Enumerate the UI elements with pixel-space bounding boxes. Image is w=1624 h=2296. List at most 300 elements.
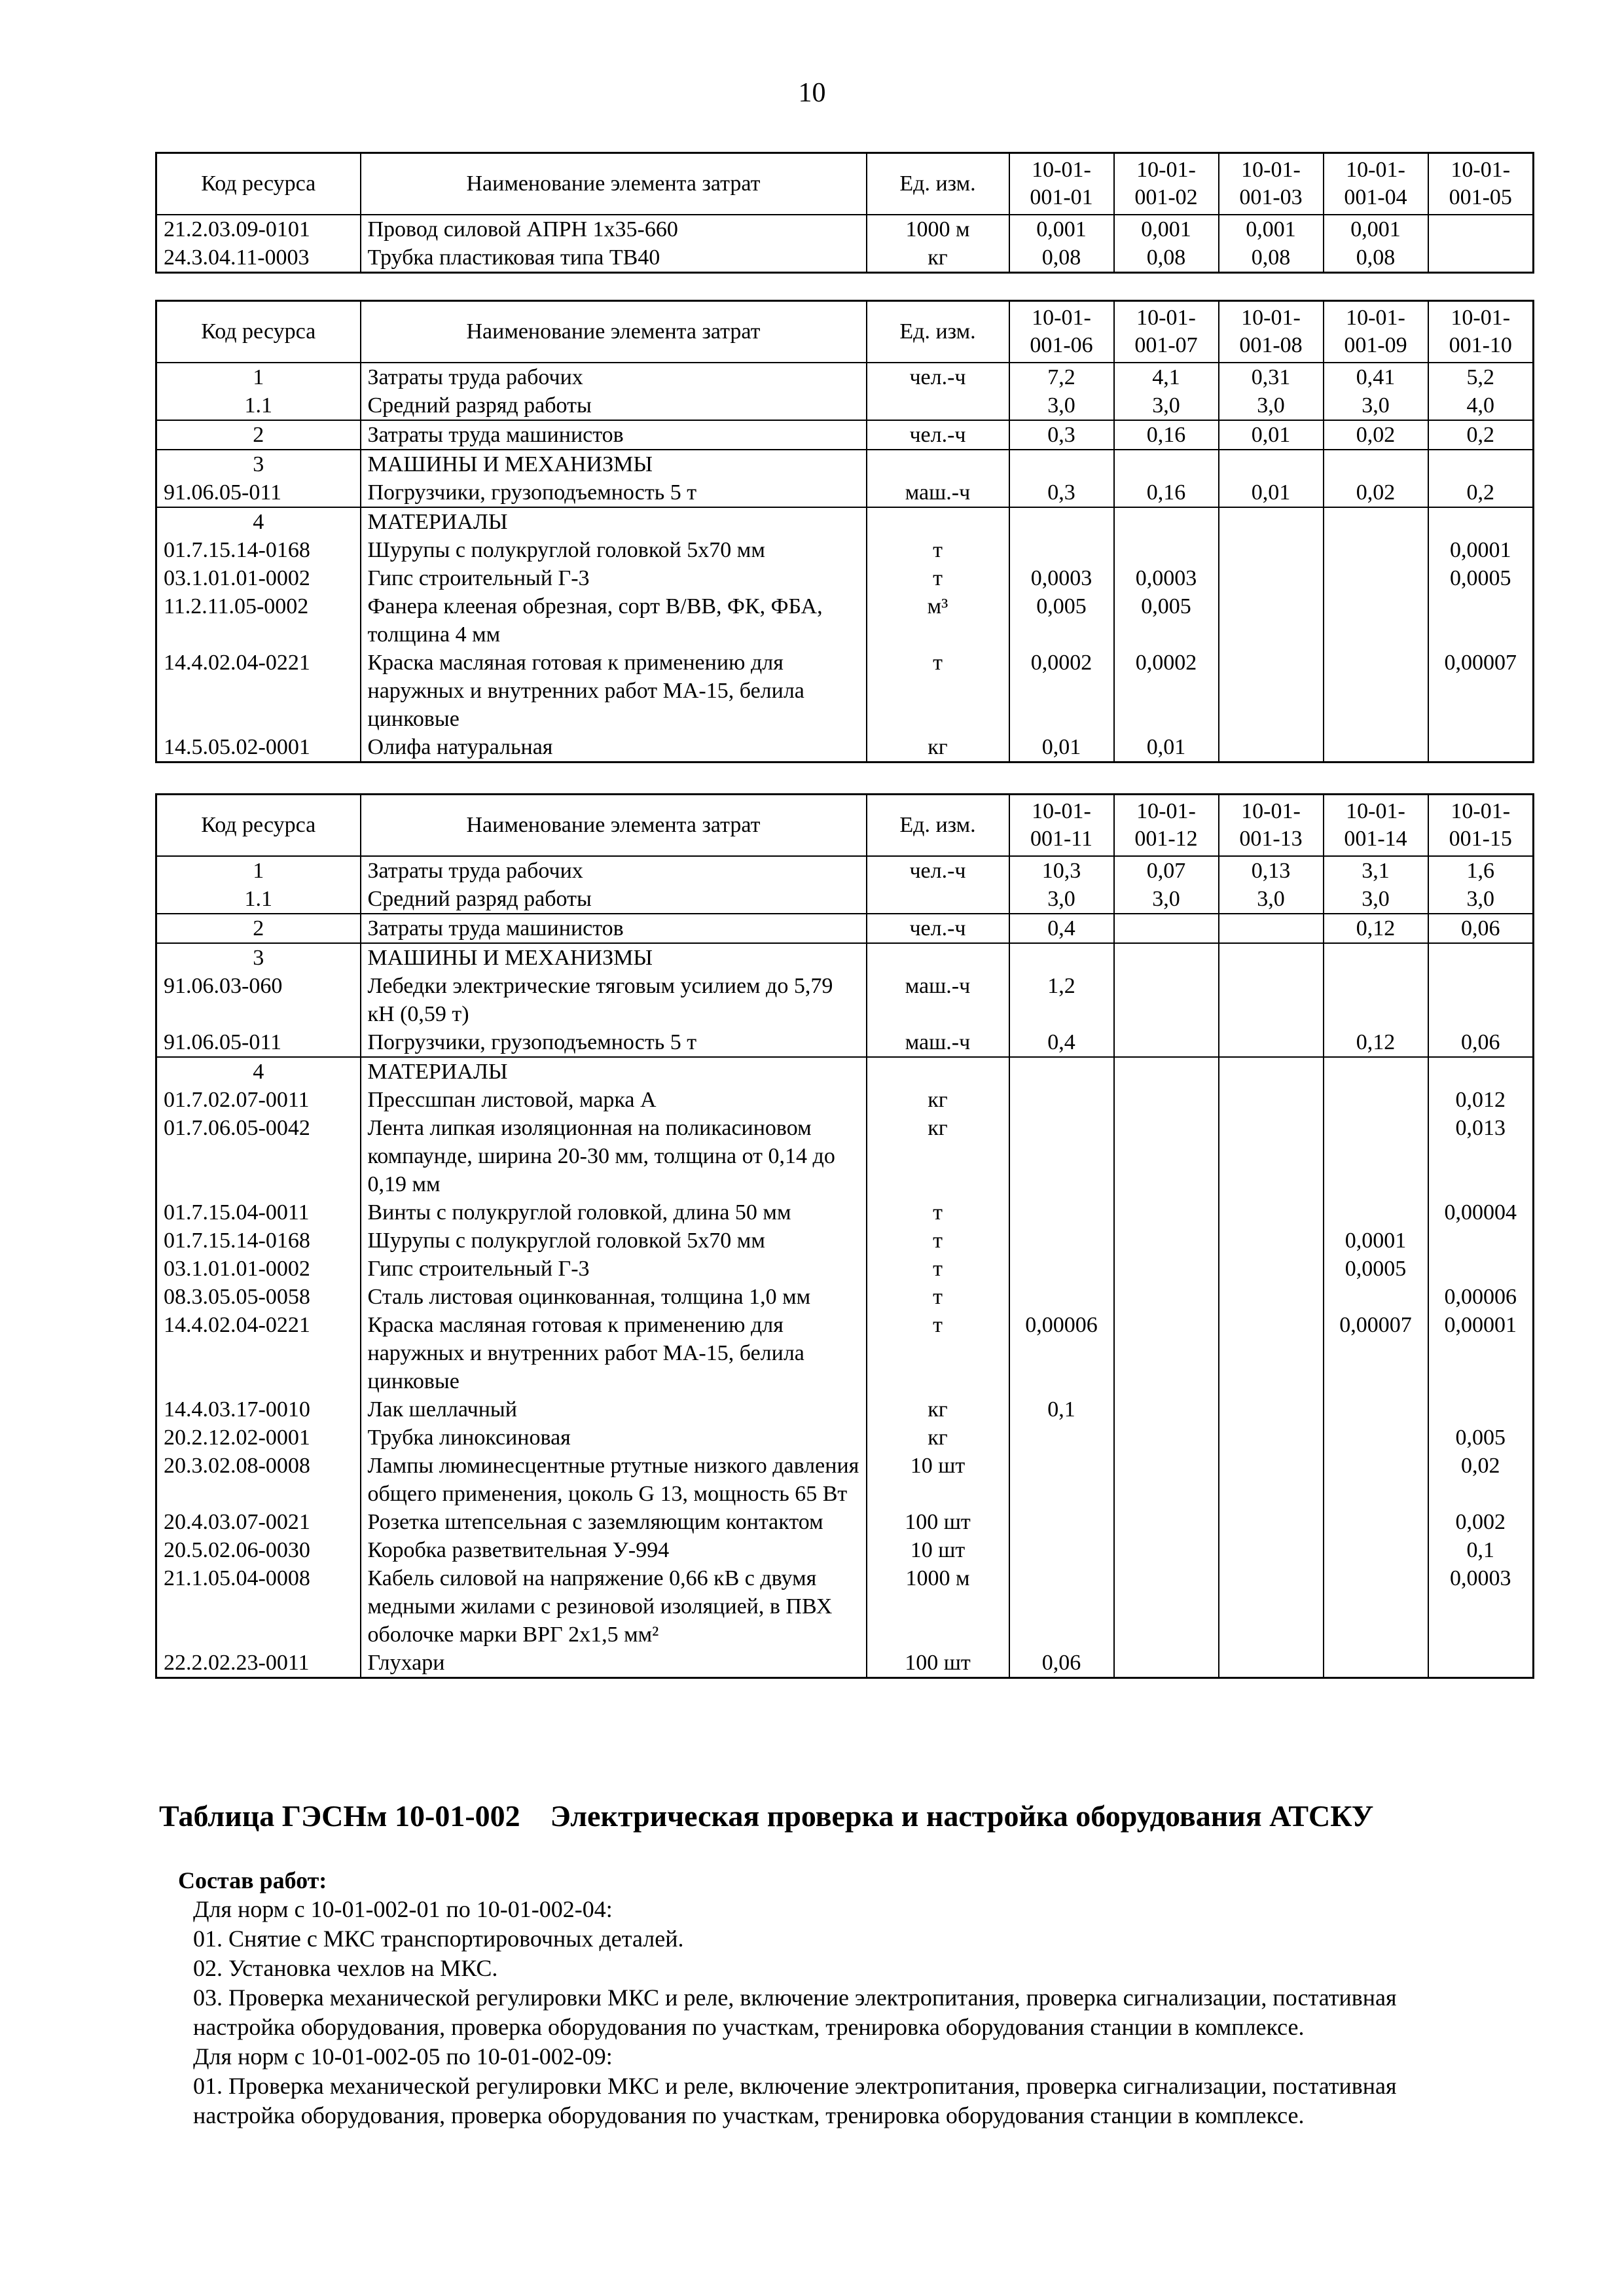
resource-unit: кг bbox=[867, 1424, 1009, 1452]
resource-unit: т bbox=[867, 1283, 1009, 1311]
norm-value bbox=[1009, 1564, 1114, 1649]
norm-value: 3,0 bbox=[1114, 885, 1219, 914]
section-title-text: Электрическая проверка и настройка оборудования АТСКУ bbox=[550, 1799, 1374, 1833]
resource-code: 01.7.06.05-0042 bbox=[156, 1114, 361, 1198]
resource-unit: кг bbox=[867, 733, 1009, 762]
norm-value bbox=[1324, 1508, 1428, 1536]
norm-value bbox=[1324, 1452, 1428, 1508]
norm-value: 4,0 bbox=[1428, 391, 1534, 420]
norm-code-part: 001-04 bbox=[1344, 185, 1407, 209]
table-row bbox=[156, 733, 1534, 762]
resource-code: 1 bbox=[156, 363, 361, 391]
resource-code: 14.4.02.04-0221 bbox=[156, 649, 361, 733]
resource-name: Краска масляная готовая к применению для наружных и внутренних работ МА-15, белила цинковые bbox=[361, 649, 867, 733]
norm-value bbox=[1114, 1255, 1219, 1283]
resource-code: 21.1.05.04-0008 bbox=[156, 1564, 361, 1649]
header-norm-code bbox=[1428, 153, 1534, 215]
resource-name: Затраты труда машинистов bbox=[361, 914, 867, 943]
resource-code: 2 bbox=[156, 914, 361, 943]
resource-unit: 1000 м bbox=[867, 215, 1009, 243]
header-name: Наименование элемента затрат bbox=[361, 153, 867, 215]
resource-name: Шурупы с полукруглой головкой 5х70 мм bbox=[361, 1227, 867, 1255]
resource-name: Провод силовой АПРН 1х35-660 bbox=[361, 215, 867, 243]
norm-value: 3,1 bbox=[1324, 856, 1428, 885]
norm-value bbox=[1114, 1198, 1219, 1227]
resource-unit: т bbox=[867, 1227, 1009, 1255]
norm-value bbox=[1219, 1564, 1324, 1649]
norm-code-part: 001-10 bbox=[1449, 333, 1512, 357]
norm-value bbox=[1009, 1227, 1114, 1255]
norm-code-part: 10-01- bbox=[1346, 799, 1405, 823]
norm-value bbox=[1009, 1283, 1114, 1311]
table-row bbox=[156, 215, 1534, 243]
table-row bbox=[156, 885, 1534, 914]
norm-value bbox=[1114, 1649, 1219, 1678]
table-row bbox=[156, 1198, 1534, 1227]
norm-value bbox=[1219, 1649, 1324, 1678]
page-number: 10 bbox=[798, 78, 826, 108]
resource-name: Лента липкая изоляционная на поликасиновом компаунде, ширина 20-30 мм, толщина от 0,14 до 0,19 мм bbox=[361, 1114, 867, 1198]
norm-code-part: 001-07 bbox=[1134, 333, 1198, 357]
norm-value bbox=[1324, 592, 1428, 649]
resource-unit bbox=[867, 885, 1009, 914]
norm-value: 0,08 bbox=[1324, 243, 1428, 273]
resource-name: МАТЕРИАЛЫ bbox=[361, 1057, 867, 1086]
resource-unit: т bbox=[867, 1255, 1009, 1283]
header-norm-code bbox=[1219, 153, 1324, 215]
norm-value bbox=[1324, 564, 1428, 592]
norm-value bbox=[1219, 649, 1324, 733]
norm-value: 1,2 bbox=[1009, 972, 1114, 1028]
norm-value bbox=[1219, 1452, 1324, 1508]
resource-name: Глухари bbox=[361, 1649, 867, 1678]
resource-unit: 100 шт bbox=[867, 1508, 1009, 1536]
table-row bbox=[156, 1424, 1534, 1452]
norm-value: 0,005 bbox=[1114, 592, 1219, 649]
norm-value: 3,0 bbox=[1428, 885, 1534, 914]
norm-value: 5,2 bbox=[1428, 363, 1534, 391]
resource-unit: кг bbox=[867, 243, 1009, 273]
norm-value bbox=[1114, 1395, 1219, 1424]
norm-value bbox=[1219, 507, 1324, 536]
norm-value: 0,1 bbox=[1428, 1536, 1534, 1564]
norm-value: 0,3 bbox=[1009, 420, 1114, 450]
norm-value: 0,00001 bbox=[1428, 1311, 1534, 1395]
resource-unit: маш.-ч bbox=[867, 972, 1009, 1028]
resource-name: МАШИНЫ И МЕХАНИЗМЫ bbox=[361, 943, 867, 972]
norm-code-part: 10-01- bbox=[1241, 799, 1301, 823]
norm-value: 0,0005 bbox=[1324, 1255, 1428, 1283]
norm-value bbox=[1324, 1564, 1428, 1649]
norm-value bbox=[1114, 507, 1219, 536]
norm-value bbox=[1324, 536, 1428, 564]
resource-name: Шурупы с полукруглой головкой 5х70 мм bbox=[361, 536, 867, 564]
resource-unit: чел.-ч bbox=[867, 914, 1009, 943]
norm-value bbox=[1009, 1255, 1114, 1283]
norm-value bbox=[1428, 943, 1534, 972]
norm-value bbox=[1428, 507, 1534, 536]
norm-value bbox=[1114, 1114, 1219, 1198]
norm-value: 3,0 bbox=[1219, 885, 1324, 914]
norm-value: 0,01 bbox=[1219, 478, 1324, 507]
resource-name: Затраты труда рабочих bbox=[361, 363, 867, 391]
header-norm-code bbox=[1114, 795, 1219, 857]
resource-code: 11.2.11.05-0002 bbox=[156, 592, 361, 649]
norm-code-part: 10-01- bbox=[1346, 158, 1405, 182]
norm-value: 0,02 bbox=[1324, 478, 1428, 507]
norm-value bbox=[1428, 1395, 1534, 1424]
table-row bbox=[156, 592, 1534, 649]
norm-value bbox=[1009, 1057, 1114, 1086]
norm-code-part: 001-03 bbox=[1239, 185, 1303, 209]
norm-value bbox=[1324, 450, 1428, 478]
norm-value bbox=[1219, 1508, 1324, 1536]
norm-value bbox=[1114, 1311, 1219, 1395]
resource-code: 1 bbox=[156, 856, 361, 885]
table-row bbox=[156, 1114, 1534, 1198]
norm-value bbox=[1219, 733, 1324, 762]
table-row bbox=[156, 478, 1534, 507]
norm-value bbox=[1324, 1283, 1428, 1311]
norm-value: 0,1 bbox=[1009, 1395, 1114, 1424]
resource-code: 14.4.02.04-0221 bbox=[156, 1311, 361, 1395]
resource-code: 3 bbox=[156, 450, 361, 478]
header-name: Наименование элемента затрат bbox=[361, 795, 867, 857]
norm-value bbox=[1428, 972, 1534, 1028]
header-code: Код ресурса bbox=[156, 301, 361, 363]
norm-value: 7,2 bbox=[1009, 363, 1114, 391]
norm-value bbox=[1219, 536, 1324, 564]
norm-value bbox=[1114, 972, 1219, 1028]
resource-unit: 1000 м bbox=[867, 1564, 1009, 1649]
resource-unit: чел.-ч bbox=[867, 856, 1009, 885]
resource-unit bbox=[867, 450, 1009, 478]
norm-value: 0,01 bbox=[1009, 733, 1114, 762]
table-row bbox=[156, 1028, 1534, 1057]
norm-value: 0,00007 bbox=[1324, 1311, 1428, 1395]
table-row bbox=[156, 1283, 1534, 1311]
norm-value: 0,08 bbox=[1009, 243, 1114, 273]
table-row bbox=[156, 1536, 1534, 1564]
resource-name: Розетка штепсельная с заземляющим контактом bbox=[361, 1508, 867, 1536]
norm-value: 0,08 bbox=[1114, 243, 1219, 273]
resource-name: Лебедки электрические тяговым усилием до 5,79 кН (0,59 т) bbox=[361, 972, 867, 1028]
norm-value: 0,0003 bbox=[1009, 564, 1114, 592]
table-row bbox=[156, 649, 1534, 733]
composition-line: 01. Снятие с МКС транспортировочных деталей. bbox=[193, 1926, 684, 1952]
resource-unit: м³ bbox=[867, 592, 1009, 649]
norm-value: 0,0002 bbox=[1114, 649, 1219, 733]
norm-value: 0,002 bbox=[1428, 1508, 1534, 1536]
resource-code: 3 bbox=[156, 943, 361, 972]
header-norm-code bbox=[1114, 153, 1219, 215]
resource-code: 91.06.03-060 bbox=[156, 972, 361, 1028]
header-norm-code bbox=[1114, 301, 1219, 363]
norm-code-part: 10-01- bbox=[1241, 306, 1301, 330]
norm-value bbox=[1324, 1114, 1428, 1198]
norm-value: 0,31 bbox=[1219, 363, 1324, 391]
resource-table-3 bbox=[155, 793, 1534, 1679]
norm-value: 0,005 bbox=[1009, 592, 1114, 649]
table-row bbox=[156, 391, 1534, 420]
norm-value bbox=[1428, 733, 1534, 762]
header-unit: Ед. изм. bbox=[867, 301, 1009, 363]
resource-code: 03.1.01.01-0002 bbox=[156, 1255, 361, 1283]
norm-value: 0,0001 bbox=[1324, 1227, 1428, 1255]
norm-value bbox=[1114, 1536, 1219, 1564]
norm-value bbox=[1114, 1508, 1219, 1536]
composition-line: Для норм с 10-01-002-01 по 10-01-002-04: bbox=[193, 1896, 613, 1922]
resource-code: 01.7.15.14-0168 bbox=[156, 536, 361, 564]
norm-value: 0,13 bbox=[1219, 856, 1324, 885]
resource-unit: маш.-ч bbox=[867, 478, 1009, 507]
norm-value bbox=[1114, 1283, 1219, 1311]
header-norm-code bbox=[1009, 301, 1114, 363]
norm-value: 3,0 bbox=[1009, 391, 1114, 420]
resource-code: 1.1 bbox=[156, 391, 361, 420]
table-row bbox=[156, 1649, 1534, 1678]
norm-code-part: 001-08 bbox=[1239, 333, 1303, 357]
table-row bbox=[156, 1311, 1534, 1395]
header-unit: Ед. изм. bbox=[867, 795, 1009, 857]
norm-value: 0,12 bbox=[1324, 1028, 1428, 1057]
norm-value bbox=[1428, 1255, 1534, 1283]
norm-value bbox=[1219, 1536, 1324, 1564]
header-norm-code bbox=[1009, 795, 1114, 857]
resource-code: 20.2.12.02-0001 bbox=[156, 1424, 361, 1452]
norm-value: 3,0 bbox=[1324, 885, 1428, 914]
norm-code-part: 10-01- bbox=[1136, 158, 1196, 182]
norm-value: 0,00007 bbox=[1428, 649, 1534, 733]
norm-value: 0,012 bbox=[1428, 1086, 1534, 1114]
norm-value: 4,1 bbox=[1114, 363, 1219, 391]
header-code: Код ресурса bbox=[156, 153, 361, 215]
norm-value bbox=[1219, 1255, 1324, 1283]
resource-unit bbox=[867, 1057, 1009, 1086]
header-norm-code bbox=[1324, 795, 1428, 857]
table-row bbox=[156, 363, 1534, 391]
norm-value bbox=[1114, 1028, 1219, 1057]
norm-value bbox=[1428, 450, 1534, 478]
norm-code-part: 001-12 bbox=[1134, 827, 1198, 851]
resource-name: Лак шеллачный bbox=[361, 1395, 867, 1424]
header-norm-code bbox=[1219, 795, 1324, 857]
composition-text bbox=[193, 1895, 1502, 2130]
norm-value bbox=[1009, 1536, 1114, 1564]
resource-name: Трубка линоксиновая bbox=[361, 1424, 867, 1452]
norm-code-part: 10-01- bbox=[1451, 799, 1511, 823]
header-norm-code bbox=[1428, 795, 1534, 857]
resource-unit: т bbox=[867, 564, 1009, 592]
resource-name: Винты с полукруглой головкой, длина 50 мм bbox=[361, 1198, 867, 1227]
norm-value bbox=[1219, 1086, 1324, 1114]
norm-value bbox=[1324, 1395, 1428, 1424]
resource-unit: т bbox=[867, 536, 1009, 564]
norm-value bbox=[1219, 1283, 1324, 1311]
norm-value: 0,16 bbox=[1114, 420, 1219, 450]
resource-name: Фанера клееная обрезная, сорт В/ВВ, ФК, ФБА, толщина 4 мм bbox=[361, 592, 867, 649]
norm-value: 0,02 bbox=[1324, 420, 1428, 450]
composition-line: 02. Установка чехлов на МКС. bbox=[193, 1955, 498, 1981]
norm-value: 0,013 bbox=[1428, 1114, 1534, 1198]
resource-unit: кг bbox=[867, 1114, 1009, 1198]
table-row bbox=[156, 507, 1534, 536]
norm-value bbox=[1219, 1311, 1324, 1395]
composition-line: 03. Проверка механической регулировки МКС и реле, включение электропитания, проверка сигнализации, постативная настройка оборудования, проверка оборудования по участкам, тренировка оборудования станции в комплексе. bbox=[193, 1984, 1397, 2040]
resource-code: 91.06.05-011 bbox=[156, 478, 361, 507]
norm-value bbox=[1428, 1649, 1534, 1678]
resource-code: 21.2.03.09-0101 bbox=[156, 215, 361, 243]
resource-code: 08.3.05.05-0058 bbox=[156, 1283, 361, 1311]
norm-code-part: 001-01 bbox=[1030, 185, 1093, 209]
norm-value bbox=[1114, 943, 1219, 972]
resource-code: 14.4.03.17-0010 bbox=[156, 1395, 361, 1424]
resource-name: Коробка разветвительная У-994 bbox=[361, 1536, 867, 1564]
norm-value: 0,00006 bbox=[1009, 1311, 1114, 1395]
header-unit: Ед. изм. bbox=[867, 153, 1009, 215]
norm-value bbox=[1428, 1227, 1534, 1255]
norm-value: 0,0003 bbox=[1114, 564, 1219, 592]
resource-code: 24.3.04.11-0003 bbox=[156, 243, 361, 273]
norm-value bbox=[1324, 507, 1428, 536]
section-title-code: Таблица ГЭСНм 10-01-002 bbox=[159, 1799, 520, 1833]
header-code: Код ресурса bbox=[156, 795, 361, 857]
norm-code-part: 001-05 bbox=[1449, 185, 1512, 209]
norm-value: 3,0 bbox=[1324, 391, 1428, 420]
norm-value: 0,001 bbox=[1009, 215, 1114, 243]
norm-code-part: 001-13 bbox=[1239, 827, 1303, 851]
resource-name: Погрузчики, грузоподъемность 5 т bbox=[361, 1028, 867, 1057]
norm-code-part: 001-06 bbox=[1030, 333, 1093, 357]
norm-value: 0,001 bbox=[1114, 215, 1219, 243]
resource-unit bbox=[867, 507, 1009, 536]
norm-code-part: 10-01- bbox=[1136, 306, 1196, 330]
resource-name: Олифа натуральная bbox=[361, 733, 867, 762]
resource-unit: кг bbox=[867, 1395, 1009, 1424]
resource-name: Затраты труда машинистов bbox=[361, 420, 867, 450]
norm-code-part: 001-09 bbox=[1344, 333, 1407, 357]
norm-value: 0,06 bbox=[1428, 1028, 1534, 1057]
resource-name: МАШИНЫ И МЕХАНИЗМЫ bbox=[361, 450, 867, 478]
norm-value: 0,06 bbox=[1428, 914, 1534, 943]
norm-value bbox=[1428, 243, 1534, 273]
norm-value bbox=[1324, 1649, 1428, 1678]
norm-value bbox=[1219, 914, 1324, 943]
norm-value bbox=[1114, 1086, 1219, 1114]
norm-code-part: 001-15 bbox=[1449, 827, 1512, 851]
resource-unit: т bbox=[867, 649, 1009, 733]
resource-unit: кг bbox=[867, 1086, 1009, 1114]
norm-code-part: 10-01- bbox=[1241, 158, 1301, 182]
norm-code-part: 10-01- bbox=[1032, 306, 1091, 330]
header-norm-code bbox=[1219, 301, 1324, 363]
resource-name: Гипс строительный Г-3 bbox=[361, 564, 867, 592]
resource-table-2 bbox=[155, 300, 1534, 763]
resource-unit: 10 шт bbox=[867, 1536, 1009, 1564]
table-header-row bbox=[156, 301, 1534, 363]
norm-value bbox=[1428, 215, 1534, 243]
norm-value bbox=[1009, 1086, 1114, 1114]
norm-value bbox=[1219, 564, 1324, 592]
norm-code-part: 001-11 bbox=[1030, 827, 1093, 851]
norm-value bbox=[1114, 450, 1219, 478]
norm-value bbox=[1219, 943, 1324, 972]
norm-value: 0,06 bbox=[1009, 1649, 1114, 1678]
norm-value bbox=[1009, 507, 1114, 536]
resource-name: Краска масляная готовая к применению для наружных и внутренних работ МА-15, белила цинковые bbox=[361, 1311, 867, 1395]
norm-value bbox=[1114, 1452, 1219, 1508]
norm-value bbox=[1219, 972, 1324, 1028]
resource-code: 03.1.01.01-0002 bbox=[156, 564, 361, 592]
norm-value: 0,02 bbox=[1428, 1452, 1534, 1508]
norm-value bbox=[1324, 1198, 1428, 1227]
table-row bbox=[156, 1508, 1534, 1536]
norm-value bbox=[1219, 1057, 1324, 1086]
table-row bbox=[156, 420, 1534, 450]
norm-value: 10,3 bbox=[1009, 856, 1114, 885]
table-row bbox=[156, 1255, 1534, 1283]
norm-code-part: 10-01- bbox=[1032, 158, 1091, 182]
table-row bbox=[156, 972, 1534, 1028]
table-row bbox=[156, 243, 1534, 273]
resource-name: Кабель силовой на напряжение 0,66 кВ с двумя медными жилами с резиновой изоляцией, в ПВХ оболочке марки ВРГ 2х1,5 мм² bbox=[361, 1564, 867, 1649]
table-row bbox=[156, 1564, 1534, 1649]
norm-value bbox=[1219, 1028, 1324, 1057]
norm-value: 0,4 bbox=[1009, 1028, 1114, 1057]
norm-value: 0,0002 bbox=[1009, 649, 1114, 733]
norm-value bbox=[1324, 972, 1428, 1028]
header-norm-code bbox=[1009, 153, 1114, 215]
table-row bbox=[156, 856, 1534, 885]
norm-code-part: 10-01- bbox=[1451, 158, 1511, 182]
norm-value bbox=[1114, 536, 1219, 564]
norm-value bbox=[1009, 943, 1114, 972]
table-row bbox=[156, 450, 1534, 478]
norm-value: 0,4 bbox=[1009, 914, 1114, 943]
norm-value: 0,00004 bbox=[1428, 1198, 1534, 1227]
table-row bbox=[156, 1227, 1534, 1255]
resource-name: Средний разряд работы bbox=[361, 885, 867, 914]
resource-unit bbox=[867, 391, 1009, 420]
norm-value bbox=[1324, 1086, 1428, 1114]
resource-code: 20.4.03.07-0021 bbox=[156, 1508, 361, 1536]
norm-value: 0,001 bbox=[1219, 215, 1324, 243]
resource-name: Затраты труда рабочих bbox=[361, 856, 867, 885]
resource-code: 20.3.02.08-0008 bbox=[156, 1452, 361, 1508]
table-row bbox=[156, 1452, 1534, 1508]
norm-value: 0,41 bbox=[1324, 363, 1428, 391]
resource-unit: маш.-ч bbox=[867, 1028, 1009, 1057]
resource-code: 20.5.02.06-0030 bbox=[156, 1536, 361, 1564]
resource-code: 14.5.05.02-0001 bbox=[156, 733, 361, 762]
norm-value bbox=[1324, 649, 1428, 733]
norm-value bbox=[1009, 1198, 1114, 1227]
norm-value: 0,0001 bbox=[1428, 536, 1534, 564]
norm-value: 3,0 bbox=[1009, 885, 1114, 914]
resource-unit bbox=[867, 943, 1009, 972]
norm-code-part: 10-01- bbox=[1451, 306, 1511, 330]
norm-value bbox=[1114, 1227, 1219, 1255]
table-row bbox=[156, 943, 1534, 972]
norm-value bbox=[1324, 943, 1428, 972]
norm-value bbox=[1009, 1452, 1114, 1508]
resource-code: 01.7.02.07-0011 bbox=[156, 1086, 361, 1114]
resource-code: 1.1 bbox=[156, 885, 361, 914]
norm-value bbox=[1428, 592, 1534, 649]
composition-line: 01. Проверка механической регулировки МКС и реле, включение электропитания, проверка сигнализации, постативная настройка оборудования, проверка оборудования по участкам, тренировка оборудования станции в комплексе. bbox=[193, 2073, 1397, 2128]
resource-name: Прессшпан листовой, марка А bbox=[361, 1086, 867, 1114]
resource-unit: 100 шт bbox=[867, 1649, 1009, 1678]
